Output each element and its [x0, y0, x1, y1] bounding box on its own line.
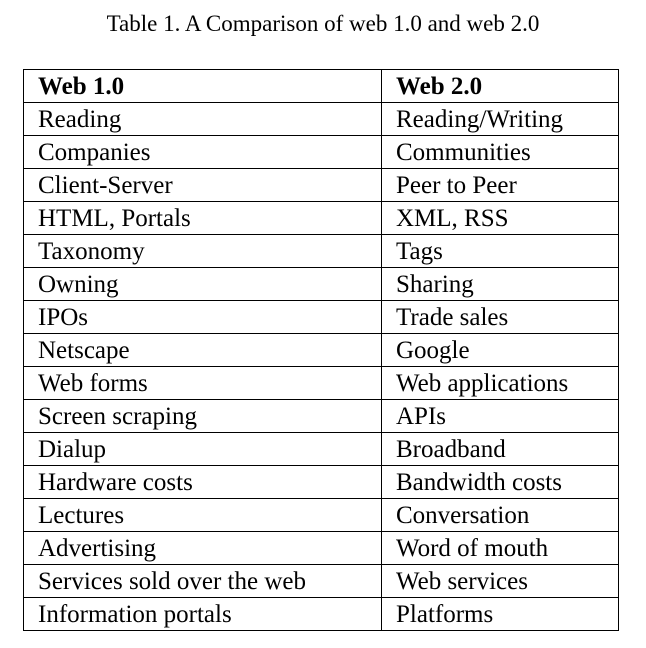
table-row	[24, 433, 619, 466]
cell-web1: Hardware costs	[24, 466, 382, 499]
table-row	[24, 499, 619, 532]
comparison-table	[23, 69, 619, 631]
table-row	[24, 169, 619, 202]
cell-web2: Reading/Writing	[382, 103, 619, 136]
cell-web2: APIs	[382, 400, 619, 433]
cell-web1: Netscape	[24, 334, 382, 367]
table-row	[24, 400, 619, 433]
cell-web1: Advertising	[24, 532, 382, 565]
cell-web2: Sharing	[382, 268, 619, 301]
cell-web2: Trade sales	[382, 301, 619, 334]
table-row	[24, 103, 619, 136]
cell-web2: Conversation	[382, 499, 619, 532]
cell-web2: Peer to Peer	[382, 169, 619, 202]
table-row	[24, 268, 619, 301]
table-row	[24, 202, 619, 235]
header-web1: Web 1.0	[24, 70, 382, 103]
cell-web1: Reading	[24, 103, 382, 136]
table-row	[24, 301, 619, 334]
header-web2: Web 2.0	[382, 70, 619, 103]
cell-web2: Broadband	[382, 433, 619, 466]
table-row	[24, 532, 619, 565]
table-row	[24, 466, 619, 499]
table-row	[24, 367, 619, 400]
cell-web2: Platforms	[382, 598, 619, 631]
table-row	[24, 136, 619, 169]
table-header	[24, 70, 619, 103]
cell-web2: Tags	[382, 235, 619, 268]
cell-web2: Communities	[382, 136, 619, 169]
cell-web1: IPOs	[24, 301, 382, 334]
header-row	[24, 70, 619, 103]
cell-web1: Owning	[24, 268, 382, 301]
cell-web2: Google	[382, 334, 619, 367]
table-row	[24, 565, 619, 598]
cell-web1: Screen scraping	[24, 400, 382, 433]
cell-web1: Client-Server	[24, 169, 382, 202]
cell-web1: HTML, Portals	[24, 202, 382, 235]
cell-web1: Companies	[24, 136, 382, 169]
cell-web1: Web forms	[24, 367, 382, 400]
table-row	[24, 334, 619, 367]
cell-web2: Word of mouth	[382, 532, 619, 565]
table-caption: Table 1. A Comparison of web 1.0 and web 2.0	[106, 11, 540, 36]
table-body	[24, 103, 619, 631]
table-row	[24, 598, 619, 631]
cell-web2: Bandwidth costs	[382, 466, 619, 499]
cell-web2: Web applications	[382, 367, 619, 400]
table-row	[24, 235, 619, 268]
cell-web1: Information portals	[24, 598, 382, 631]
cell-web2: XML, RSS	[382, 202, 619, 235]
cell-web1: Dialup	[24, 433, 382, 466]
cell-web1: Lectures	[24, 499, 382, 532]
cell-web2: Web services	[382, 565, 619, 598]
cell-web1: Services sold over the web	[24, 565, 382, 598]
cell-web1: Taxonomy	[24, 235, 382, 268]
